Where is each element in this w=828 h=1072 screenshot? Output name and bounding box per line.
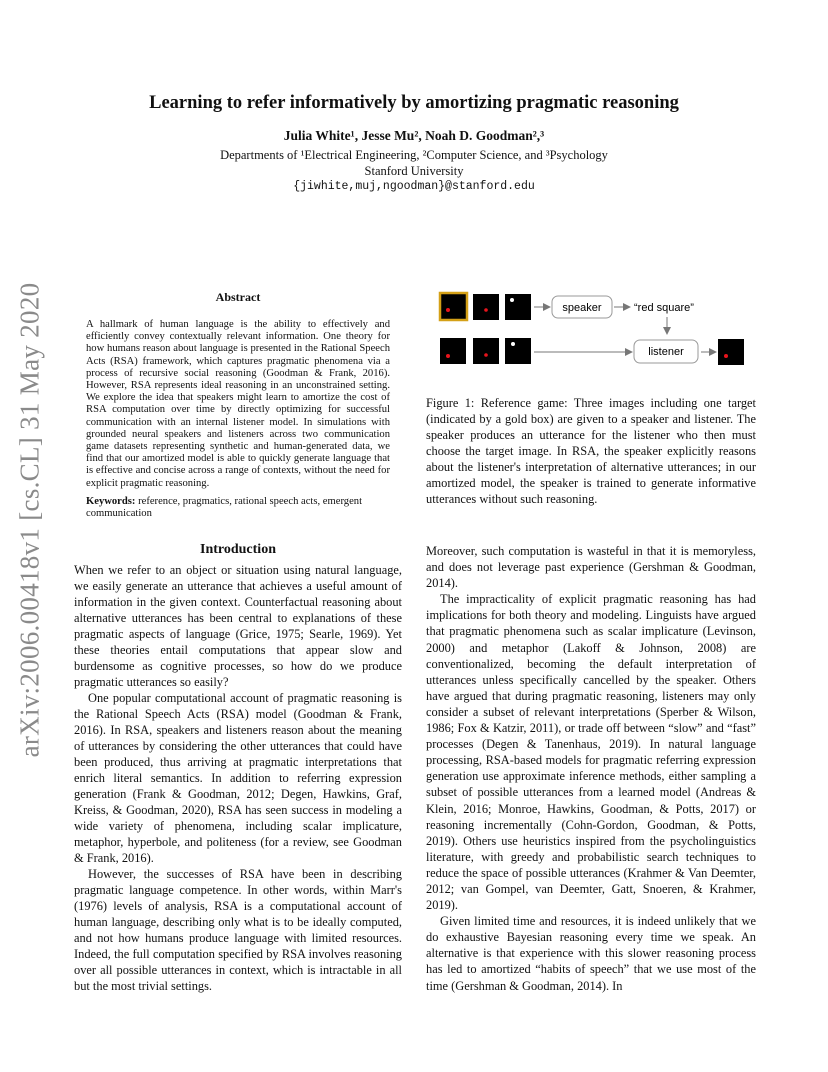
- keywords-label: Keywords:: [86, 495, 136, 507]
- utterance-label: “red square”: [634, 302, 694, 314]
- listener-label: listener: [648, 346, 684, 358]
- keywords-text: reference, pragmatics, rational speech acts, emergent communication: [86, 495, 363, 520]
- intro-paragraph-1: When we refer to an object or situation using natural language, we easily generate an utterance that achieves a useful amount of information in the given context. Counterfactual reasoning about alternative utterances has been central to explanations of these pragmatic aspects of language (Grice, 1975; Searle, 1969). Yet these theories entail computations that appear slow and burdensome as cognitive processes, so how do we produce pragmatic utterances so easily?: [74, 563, 402, 690]
- figure-1-reference-game: [426, 290, 756, 380]
- distractor-image-1: [473, 294, 499, 320]
- right-column-body: [426, 543, 756, 994]
- abstract-heading: Abstract: [215, 290, 261, 304]
- figure-1-caption: Figure 1: Reference game: Three images including one target (indicated by a gold box) are given to a speaker and listener. The speaker produces an utterance for the listener who then must choose the target image. In RSA, the speaker explicitly reasons about the listener's interpretation of alternative utterances; in our amortized model, the speaker is trained to generate informative utterances without such reasoning.: [426, 396, 756, 506]
- author-list: Julia White¹, Jesse Mu², Noah D. Goodman²,³: [283, 128, 545, 143]
- intro-paragraph-2: One popular computational account of pragmatic reasoning is the Rational Speech Acts (RSA) model (Goodman & Frank, 2016). In RSA, speakers and listeners reason about the meaning of utterances by considering the other utterances that could have been produced, thus arriving at pragmatic interpretations that enrich literal semantics. In addition to referring expression generation (Frank & Goodman, 2012; Degen, Hawkins, Graf, Kreiss, & Goodman, 2020), RSA has seen success in modeling a wide variety of phenomena, including scalar implicature, metaphor, hyperbole, and politeness (for a review, see Goodman & Frank, 2016).: [74, 691, 402, 866]
- speaker-context-images: [440, 293, 531, 320]
- reference-game-diagram: [426, 290, 756, 380]
- arxiv-id: arXiv:2006.00418v1 [cs.CL] 31 May 2020: [14, 282, 45, 758]
- affiliation-block: [74, 147, 754, 195]
- intro-paragraph-3: However, the successes of RSA have been in describing pragmatic language competence. In other words, within Marr's (1976) levels of analysis, RSA is a computational account of human language, describing only what is to be ideally computed, and not how humans produce language with limited resources. Indeed, the full computation specified by RSA involves reasoning over all possible utterances in context, which is intractable in all but the most trivial settings.: [74, 867, 402, 994]
- speaker-label: speaker: [562, 302, 602, 314]
- keywords-line: [74, 496, 402, 520]
- listener-context-images: [440, 338, 531, 364]
- email-address: {jiwhite,muj,ngoodman}@stanford.edu: [293, 180, 535, 193]
- section-heading-introduction: Introduction: [200, 542, 276, 558]
- left-column: [74, 290, 402, 994]
- target-image-gold-box: [440, 293, 467, 320]
- distractor-image-2: [505, 294, 531, 320]
- departments: Departments of ¹Electrical Engineering, ²Computer Science, and ³Psychology: [220, 148, 608, 162]
- chosen-image: [718, 339, 744, 365]
- university: Stanford University: [364, 164, 464, 178]
- right-column: [426, 290, 756, 507]
- right-paragraph-1: Moreover, such computation is wasteful in that it is memoryless, and does not leverage past experience (Gershman & Goodman, 2014).: [426, 544, 756, 591]
- right-paragraph-3: Given limited time and resources, it is indeed unlikely that we do exhaustive Bayesian reasoning every time we speak. An alternative is that experience with this slower reasoning process has led to amortized “habits of speech” that we use most of the time (Gershman & Goodman, 2014). In: [426, 914, 756, 993]
- right-paragraph-2: The impracticality of explicit pragmatic reasoning has had implications for both theory and modeling. Linguists have argued that pragmatic phenomena such as scalar implicature (Levinson, 2000) and metaphor (Lakoff & Johnson, 2008) are conventionalized, becoming the default interpretation of utterances unless specifically cancelled by the speaker. Others have argued that during pragmatic reasoning, listeners may only consider a subset of relevant interpretations (Sperber & Wilson, 1986; Fox & Katzir, 2011), or trade off between “slow” and “fast” processes (Degen & Tanenhaus, 2019). In natural language processing, RSA-based models for pragmatic referring expression generation use approximate inference methods, either sampling a subset of possible utterances from a learned model (Andreas & Klein, 2016; Monroe, Hawkins, Goodman, & Potts, 2017) or reasoning incrementally (Cohn-Gordon, Goodman, & Potts, 2019). Others use heuristics inspired from the psycholinguistics literature, with greedy and probabilistic search techniques to reduce the space of possible utterances (Krahmer & Van Deemter, 2012; van Gompel, van Deemter, Gatt, Snoeren, & Krahmer, 2019).: [426, 592, 756, 913]
- arxiv-sidebar-stamp: [8, 280, 52, 760]
- paper-title: Learning to refer informatively by amortizing pragmatic reasoning: [149, 93, 679, 113]
- abstract-body: A hallmark of human language is the ability to effectively and efficiently convey contextually relevant information. One theory for how humans reason about language is presented in the Rational Speech Acts (RSA) framework, which captures pragmatic phenomena via a process of recursive social reasoning (Goodman & Frank, 2016). However, RSA represents ideal reasoning in an unconstrained setting. We explore the idea that speakers might learn to amortize the cost of RSA computation over time by directly optimizing for successful communication with an internal listener model. In simulations with grounded neural speakers and listeners across two communication game datasets representing synthetic and human-generated data, we find that our amortized model is able to quickly generate language that is effective and concise across a range of contexts, without the need for explicit pragmatic reasoning.: [86, 319, 390, 489]
